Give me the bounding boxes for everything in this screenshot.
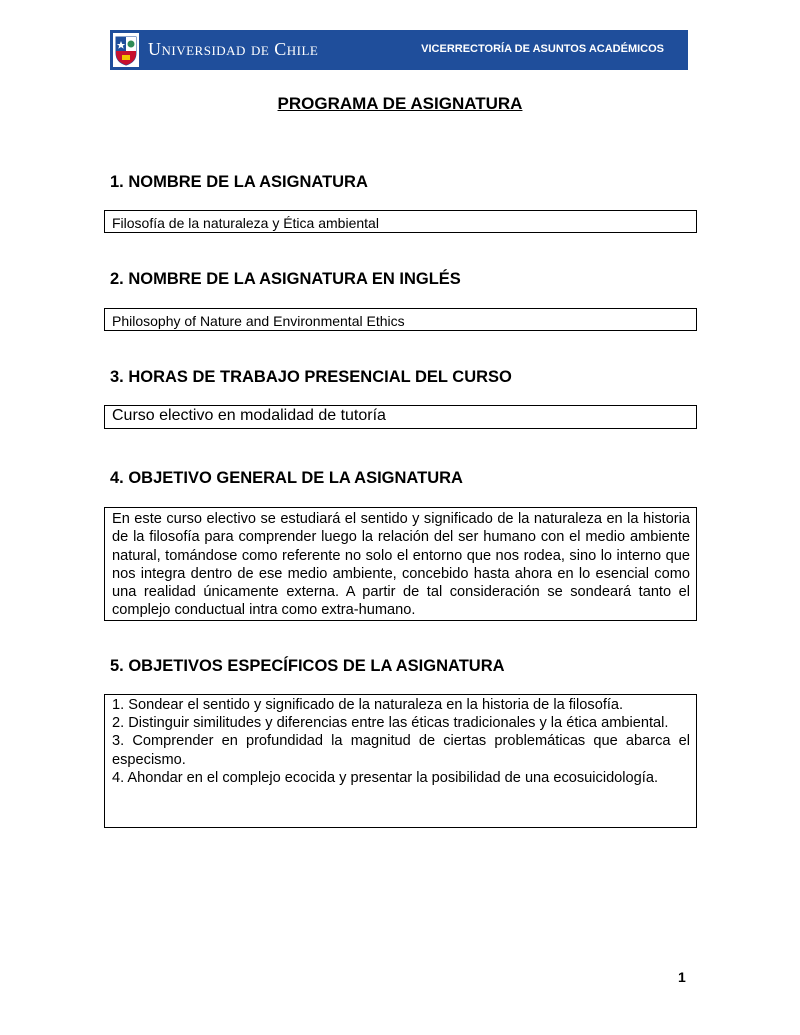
section-1-box <box>104 210 697 233</box>
specific-objective-item: 1. Sondear el sentido y significado de la naturaleza en la historia de la filosofía. <box>112 697 624 713</box>
section-2-heading: 2. NOMBRE DE LA ASIGNATURA EN INGLÉS <box>110 270 461 288</box>
course-hours-value: Curso electivo en modalidad de tutoría <box>112 407 386 424</box>
section-3-box <box>104 405 697 429</box>
section-4-heading: 4. OBJETIVO GENERAL DE LA ASIGNATURA <box>110 469 463 487</box>
header-banner <box>110 30 688 70</box>
section-3-heading: 3. HORAS DE TRABAJO PRESENCIAL DEL CURSO <box>110 368 512 386</box>
section-1-heading: 1. NOMBRE DE LA ASIGNATURA <box>110 173 368 191</box>
university-name: Universidad de Chile <box>148 39 319 59</box>
specific-objective-item: 2. Distinguir similitudes y diferencias entre las éticas tradicionales y la ética ambiental. <box>112 715 669 732</box>
section-4-box <box>104 507 697 621</box>
section-2-box <box>104 308 697 331</box>
specific-objective-item: 3. Comprender en profundidad la magnitud de ciertas problemáticas que abarca el especismo. <box>112 733 690 768</box>
university-crest-icon <box>113 33 139 67</box>
page-number: 1 <box>678 969 686 985</box>
course-name-value: Filosofía de la naturaleza y Ética ambiental <box>112 215 379 231</box>
section-5-box <box>104 694 697 828</box>
general-objective-text: En este curso electivo se estudiará el sentido y significado de la naturaleza en la historia de la filosofía para comprender luego la relación del ser humano con el medio ambiente natural, tomándose como referente no solo el entorno que nos rodea, sino lo interno que nos integra dentro de ese medio ambiente, concebido hasta ahora en lo esencial como una realidad únicamente externa. A partir de tal consideración se sondeará tanto el complejo conductual intra como extra-humano. <box>112 511 690 619</box>
course-name-english-value: Philosophy of Nature and Environmental Ethics <box>112 313 405 329</box>
specific-objective-item: 4. Ahondar en el complejo ecocida y presentar la posibilidad de una ecosuicidología. <box>112 769 659 786</box>
document-title: PROGRAMA DE ASIGNATURA <box>277 94 523 113</box>
office-name: VICERRECTORÍA DE ASUNTOS ACADÉMICOS <box>421 43 664 55</box>
section-5-heading: 5. OBJETIVOS ESPECÍFICOS DE LA ASIGNATURA <box>110 657 505 675</box>
